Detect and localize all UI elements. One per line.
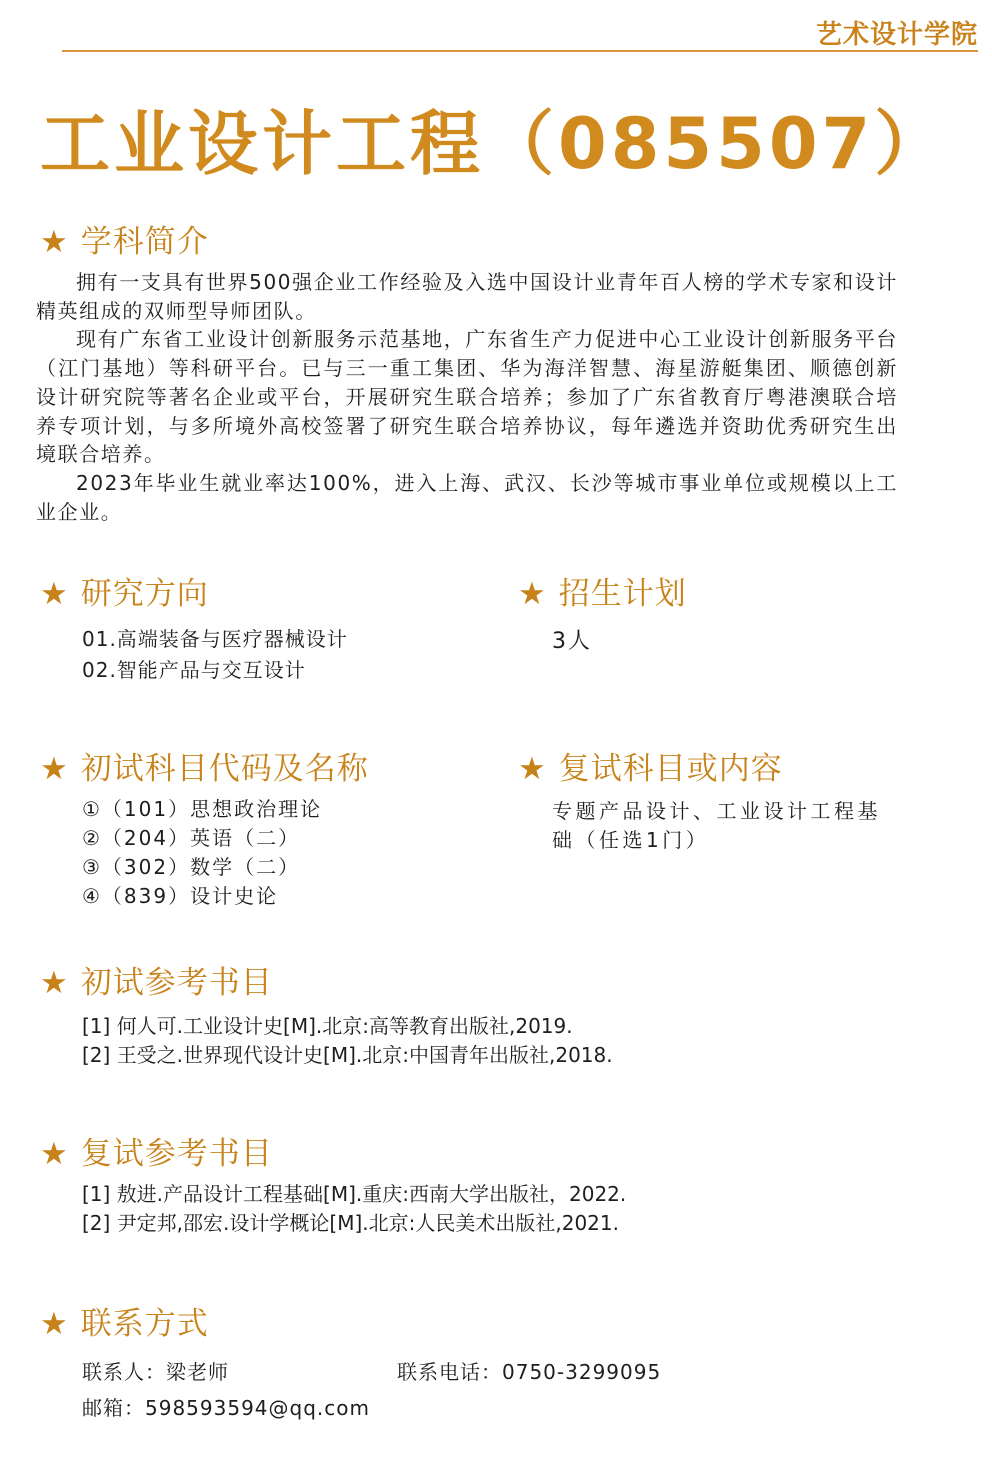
list-item: [2] 尹定邦,邵宏.设计学概论[M].北京:人民美术出版社,2021. bbox=[82, 1211, 619, 1235]
contact-person: 联系人：梁老师 bbox=[82, 1360, 229, 1384]
star-icon: ★ bbox=[518, 576, 547, 612]
retest-books-heading bbox=[40, 1128, 273, 1173]
enrollment-value: 3人 bbox=[552, 629, 592, 654]
list-item: [2] 王受之.世界现代设计史[M].北京:中国青年出版社,2018. bbox=[82, 1043, 613, 1067]
research-list bbox=[82, 624, 348, 686]
list-item: ③（302）数学（二） bbox=[82, 855, 301, 879]
retest-subjects-heading bbox=[518, 743, 783, 788]
star-icon: ★ bbox=[40, 224, 69, 260]
intro-body bbox=[36, 268, 898, 526]
prelim-subjects-heading-label: 初试科目代码及名称 bbox=[80, 751, 369, 787]
list-item: [1] 何人可.工业设计史[M].北京:高等教育出版社,2019. bbox=[82, 1014, 573, 1038]
retest-subjects-line: 础（任选1门） bbox=[552, 828, 710, 852]
prelim-books-heading-label: 初试参考书目 bbox=[80, 965, 273, 1001]
contact-heading-label: 联系方式 bbox=[80, 1306, 209, 1342]
list-item: ④（839）设计史论 bbox=[82, 884, 279, 908]
intro-heading bbox=[40, 216, 209, 261]
retest-subjects-heading-label: 复试科目或内容 bbox=[558, 751, 783, 787]
contact-email[interactable]: 邮箱：598593594@qq.com bbox=[82, 1396, 370, 1420]
list-item: 01.高端装备与医疗器械设计 bbox=[82, 627, 348, 651]
star-icon: ★ bbox=[518, 751, 547, 787]
prelim-subjects-list bbox=[82, 795, 322, 911]
star-icon: ★ bbox=[40, 1306, 69, 1342]
retest-books-heading-label: 复试参考书目 bbox=[80, 1136, 273, 1172]
enrollment-heading bbox=[518, 568, 687, 613]
research-heading-label: 研究方向 bbox=[80, 576, 209, 612]
prelim-subjects-heading bbox=[40, 743, 369, 788]
star-icon: ★ bbox=[40, 965, 69, 1001]
contact-heading bbox=[40, 1298, 209, 1343]
list-item: ②（204）英语（二） bbox=[82, 826, 301, 850]
intro-paragraph: 拥有一支具有世界500强企业工作经验及入选中国设计业青年百人榜的学术专家和设计精英组成的双师型导师团队。 bbox=[36, 270, 898, 323]
header-divider bbox=[62, 50, 978, 52]
star-icon: ★ bbox=[40, 576, 69, 612]
star-icon: ★ bbox=[40, 751, 69, 787]
retest-books-list bbox=[82, 1180, 626, 1238]
list-item: ①（101）思想政治理论 bbox=[82, 797, 323, 821]
retest-subjects-line: 专题产品设计、工业设计工程基 bbox=[552, 799, 881, 823]
retest-subjects-text bbox=[552, 797, 881, 855]
list-item: [1] 敖进.产品设计工程基础[M].重庆:西南大学出版社，2022. bbox=[82, 1182, 627, 1206]
intro-paragraph: 现有广东省工业设计创新服务示范基地，广东省生产力促进中心工业设计创新服务平台（江门基地）等科研平台。已与三一重工集团、华为海洋智慧、海星游艇集团、顺德创新设计研究院等著名企业或平台，开展研究生联合培养；参加了广东省教育厅粤港澳联合培养专项计划，与多所境外高校签署了研究生联合培养协议，每年遴选并资助优秀研究生出境联合培养。 bbox=[36, 327, 898, 467]
enrollment-heading-label: 招生计划 bbox=[558, 576, 687, 612]
intro-heading-label: 学科简介 bbox=[80, 224, 209, 260]
intro-paragraph: 2023年毕业生就业率达100%，进入上海、武汉、长沙等城市事业单位或规模以上工业企业。 bbox=[36, 470, 898, 524]
list-item: 02.智能产品与交互设计 bbox=[82, 658, 306, 682]
page-title: 工业设计工程（085507） bbox=[40, 103, 949, 185]
prelim-books-list bbox=[82, 1012, 613, 1070]
prelim-books-heading bbox=[40, 957, 273, 1002]
research-heading bbox=[40, 568, 209, 613]
star-icon: ★ bbox=[40, 1136, 69, 1172]
school-name: 艺术设计学院 bbox=[815, 20, 978, 50]
contact-phone[interactable]: 联系电话：0750-3299095 bbox=[397, 1360, 662, 1384]
